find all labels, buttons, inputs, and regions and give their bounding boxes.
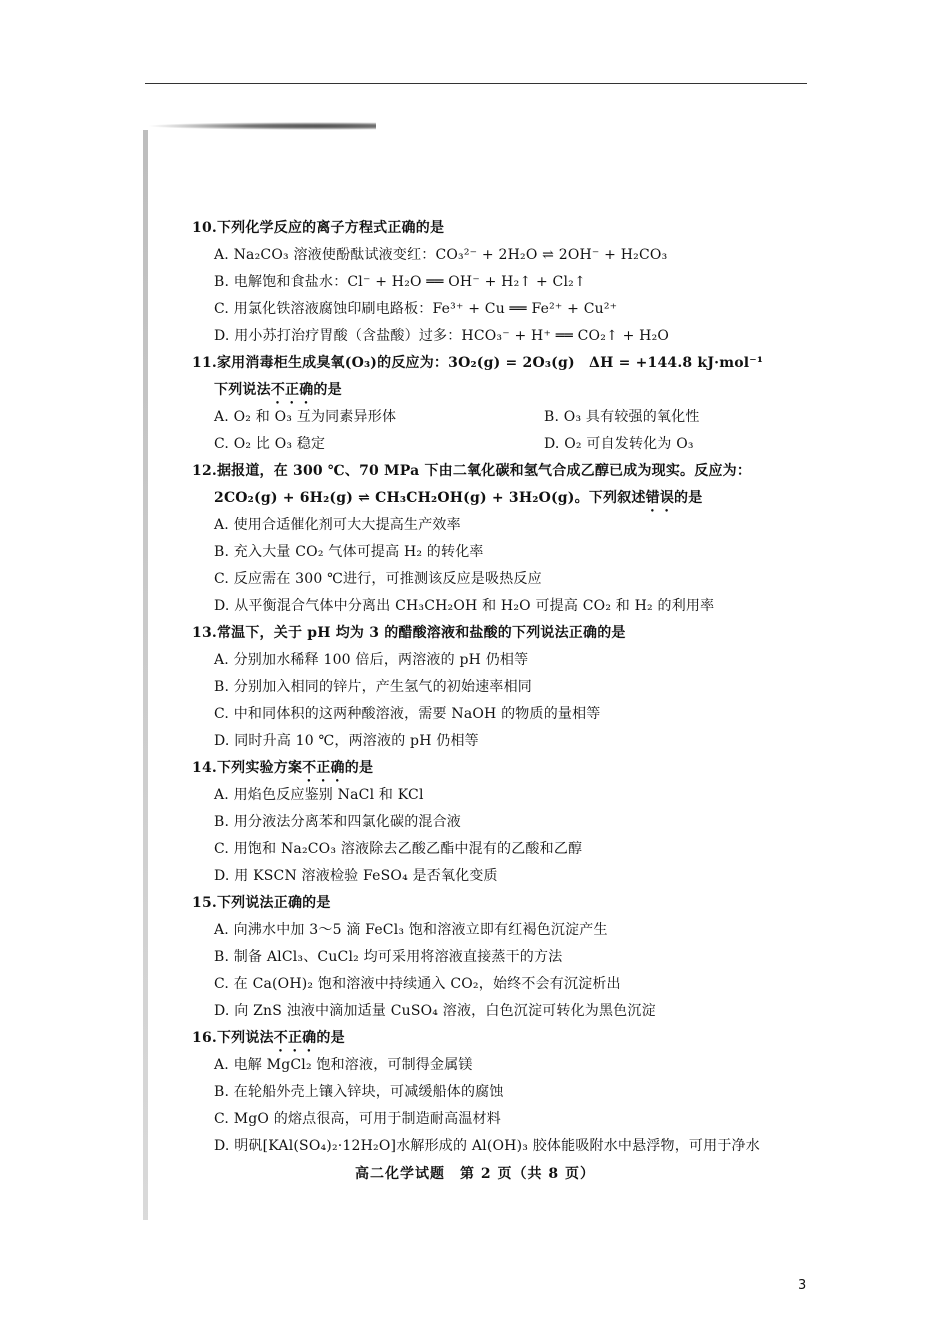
q11-emphasis: 不正确 [270,382,314,398]
q12-emphasis: 错误 [645,490,675,506]
page-number: 3 [798,1278,807,1293]
question-13-option-c: C. 中和同体积的这两种酸溶液，需要 NaOH 的物质的量相等 [214,706,601,722]
q11-text: 下列说法 [214,382,271,398]
question-10-option-b: B. 电解饱和食盐水：Cl⁻ + H₂O ══ OH⁻ + H₂↑ + Cl₂↑ [214,274,586,290]
question-13-option-b: B. 分别加入相同的锌片，产生氢气的初始速率相同 [214,679,532,695]
question-12-option-c: C. 反应需在 300 ℃进行，可推测该反应是吸热反应 [214,571,542,587]
question-15-option-c: C. 在 Ca(OH)₂ 饱和溶液中持续通入 CO₂，始终不会有沉淀析出 [214,976,621,992]
question-15-stem: 15.下列说法正确的是 [192,895,331,911]
q11-text-end: 的是 [313,382,342,398]
header-rule [145,83,807,84]
question-14-stem [192,755,832,782]
q14-emphasis: 不正确 [302,760,345,776]
q12-text: 2CO₂(g) + 6H₂(g) ⇌ CH₃CH₂OH(g) + 3H₂O(g)。下列叙述 [214,490,646,506]
question-16-stem [192,1025,832,1052]
question-15-option-b: B. 制备 AlCl₃、CuCl₂ 均可采用将溶液直接蒸干的方法 [214,949,563,965]
question-12-option-b: B. 充入大量 CO₂ 气体可提高 H₂ 的转化率 [214,544,484,560]
exam-content [192,215,832,1160]
question-11-stem: 11.家用消毒柜生成臭氧(O₃)的反应为：3O₂(g) = 2O₃(g) ΔH = +144.8 kJ·mol⁻¹ [192,355,764,371]
question-11-option-a: A. O₂ 和 O₃ 互为同素异形体 [214,409,397,425]
q14-text-end: 的是 [344,760,374,776]
page-footer: 高二化学试题 第 2 页（共 8 页） [355,1166,595,1182]
q14-text: 14.下列实验方案 [192,760,303,776]
q16-emphasis: 不正确 [273,1030,317,1046]
question-16-option-a: A. 电解 MgCl₂ 饱和溶液，可制得金属镁 [214,1057,473,1073]
question-16-option-c: C. MgO 的熔点很高，可用于制造耐高温材料 [214,1111,501,1127]
question-13-stem: 13.常温下，关于 pH 均为 3 的醋酸溶液和盐酸的下列说法正确的是 [192,625,626,641]
q12-text-end: 的是 [674,490,703,506]
scan-edge-shadow [143,130,148,1220]
question-14-option-b: B. 用分液法分离苯和四氯化碳的混合液 [214,814,461,830]
question-10-option-c: C. 用氯化铁溶液腐蚀印刷电路板：Fe³⁺ + Cu ══ Fe²⁺ + Cu²⁺ [214,301,618,317]
question-11-option-b: B. O₃ 具有较强的氧化性 [544,409,700,425]
question-14-option-a: A. 用焰色反应鉴别 NaCl 和 KCl [214,787,424,803]
question-11-stem-continued [192,377,832,404]
question-16-option-b: B. 在轮船外壳上镶入锌块，可减缓船体的腐蚀 [214,1084,504,1100]
scan-smudge [146,122,376,130]
question-15-option-a: A. 向沸水中加 3～5 滴 FeCl₃ 饱和溶液立即有红褐色沉淀产生 [214,922,608,938]
question-14-option-d: D. 用 KSCN 溶液检验 FeSO₄ 是否氧化变质 [214,868,498,884]
question-11-options-row-1 [192,404,832,431]
question-10-option-a: A. Na₂CO₃ 溶液使酚酞试液变红：CO₃²⁻ + 2H₂O ⇌ 2OH⁻ + H₂CO₃ [214,247,668,263]
question-11-option-c: C. O₂ 比 O₃ 稳定 [214,436,326,452]
question-12-option-d: D. 从平衡混合气体中分离出 CH₃CH₂OH 和 H₂O 可提高 CO₂ 和 H₂ 的利用率 [214,598,715,614]
question-12-stem-continued [192,485,832,512]
question-13-option-a: A. 分别加水稀释 100 倍后，两溶液的 pH 仍相等 [214,652,529,668]
question-12-stem: 12.据报道，在 300 ℃、70 MPa 下由二氧化碳和氢气合成乙醇已成为现实。反应为： [192,463,752,479]
question-16-option-d: D. 明矾[KAl(SO₄)₂·12H₂O]水解形成的 Al(OH)₃ 胶体能吸附水中悬浮物，可用于净水 [214,1138,760,1154]
q16-text: 16.下列说法 [192,1030,274,1046]
question-13-option-d: D. 同时升高 10 ℃，两溶液的 pH 仍相等 [214,733,479,749]
question-12-option-a: A. 使用合适催化剂可大大提高生产效率 [214,517,461,533]
question-10-stem: 10.下列化学反应的离子方程式正确的是 [192,220,445,236]
question-15-option-d: D. 向 ZnS 浊液中滴加适量 CuSO₄ 溶液，白色沉淀可转化为黑色沉淀 [214,1003,656,1019]
question-11-option-d: D. O₂ 可自发转化为 O₃ [544,436,694,452]
question-14-option-c: C. 用饱和 Na₂CO₃ 溶液除去乙酸乙酯中混有的乙酸和乙醇 [214,841,583,857]
question-11-options-row-2 [192,431,832,458]
q16-text-end: 的是 [316,1030,345,1046]
question-10-option-d: D. 用小苏打治疗胃酸（含盐酸）过多：HCO₃⁻ + H⁺ ══ CO₂↑ + H₂O [214,328,670,344]
